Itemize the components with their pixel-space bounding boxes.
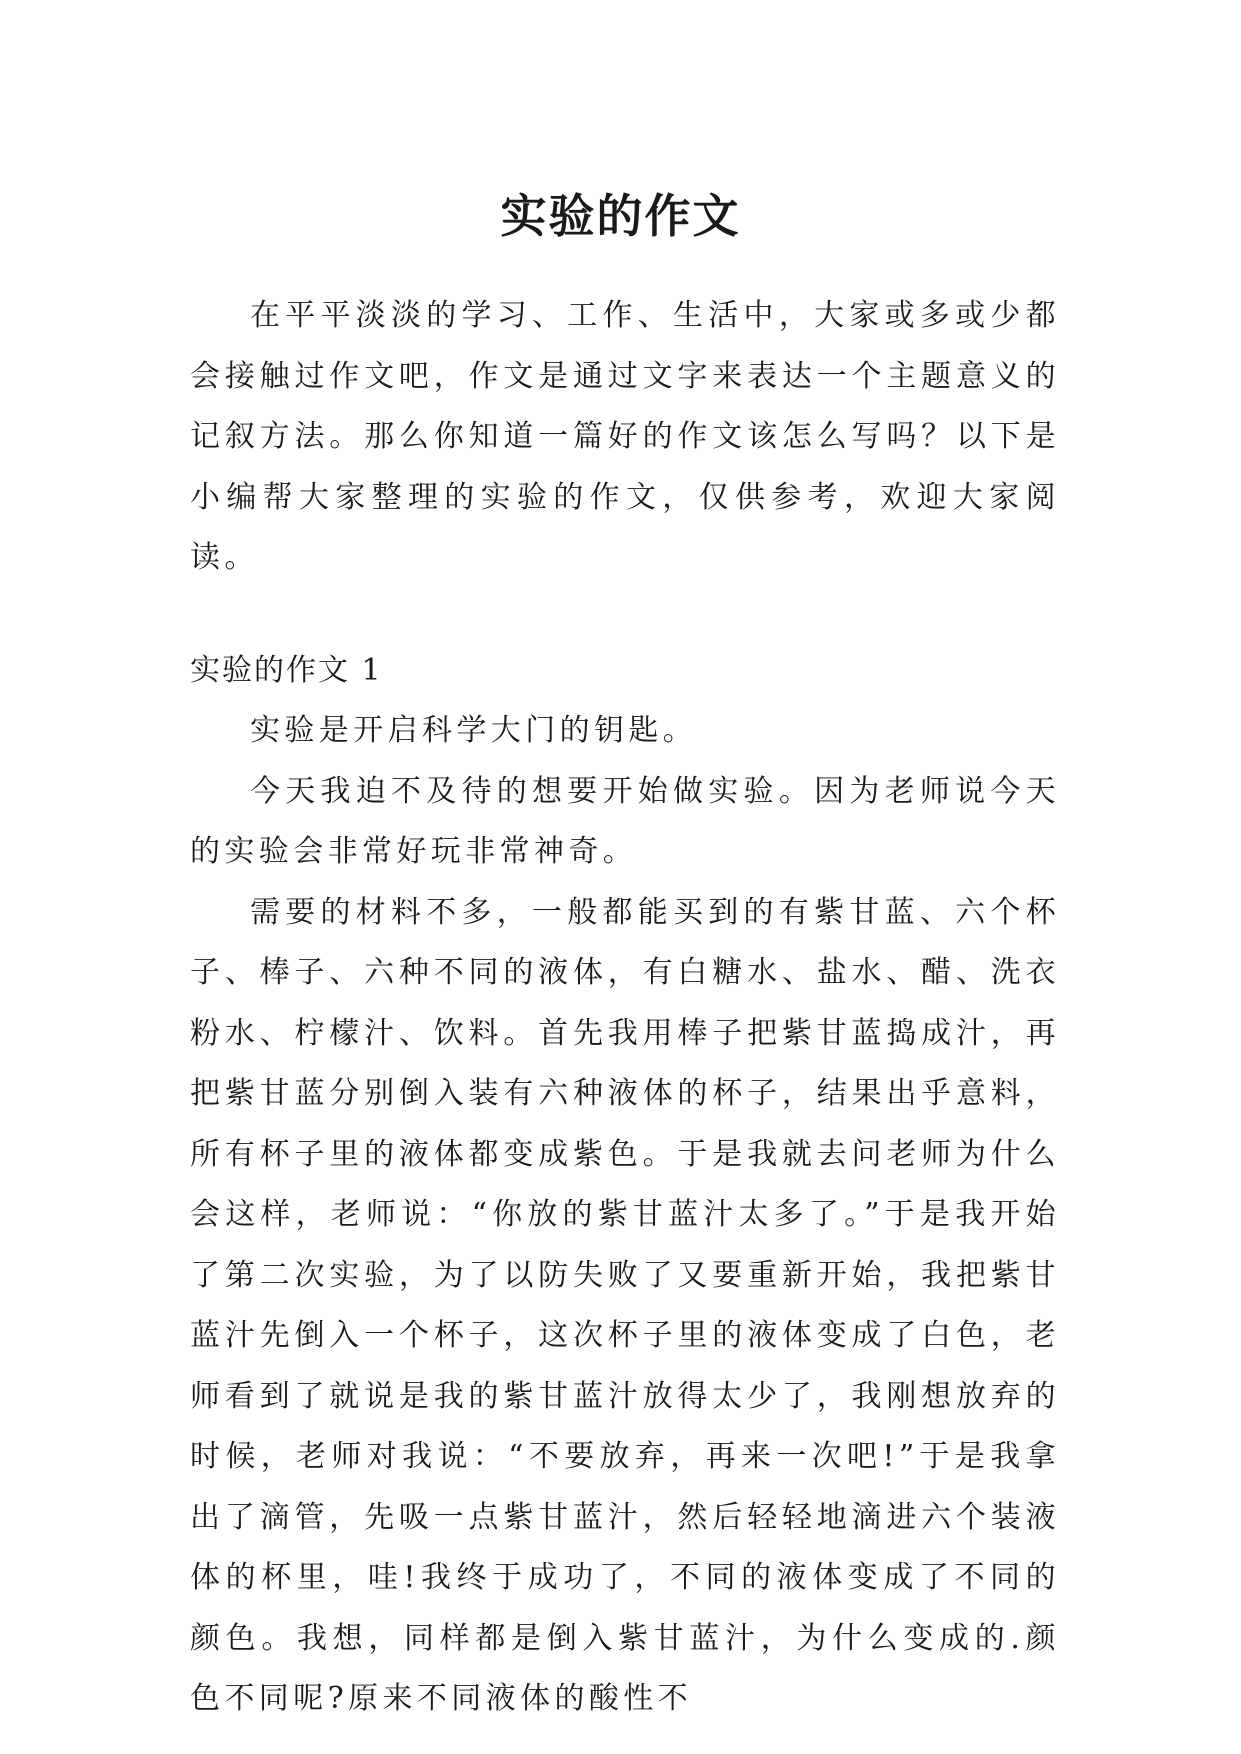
page-title: 实验的作文 [500, 188, 741, 243]
body-paragraph-2: 今天我迫不及待的想要开始做实验。因为老师说今天的实验会非常好玩非常神奇。 [190, 773, 1060, 869]
intro-paragraph: 在平平淡淡的学习、工作、生活中，大家或多或少都会接触过作文吧，作文是通过文字来表达一个主题意义的记叙方法。那么你知道一篇好的作文该怎么写吗？以下是小编帮大家整理的实验的作文，仅供参考，欢迎大家阅读。 [190, 298, 1060, 575]
body-paragraph-1: 实验是开启科学大门的钥匙。 [250, 713, 698, 748]
body-paragraph-3: 需要的材料不多，一般都能买到的有紫甘蓝、六个杯子、棒子、六种不同的液体，有白糖水、盐水、醋、洗衣粉水、柠檬汁、饮料。首先我用棒子把紫甘蓝捣成汁，再把紫甘蓝分别倒入装有六种液体的杯子，结果出乎意料，所有杯子里的液体都变成紫色。于是我就去问老师为什么会这样，老师说：“你放的紫甘蓝汁太多了。”于是我开始了第二次实验，为了以防失败了又要重新开始，我把紫甘蓝汁先倒入一个杯子，这次杯子里的液体变成了白色，老师看到了就说是我的紫甘蓝汁放得太少了，我刚想放弃的时候，老师对我说：“不要放弃，再来一次吧!”于是我拿出了滴管，先吸一点紫甘蓝汁，然后轻轻地滴进六个装液体的杯里，哇!我终于成功了，不同的液体变成了不同的颜色。我想，同样都是倒入紫甘蓝汁，为什么变成的.颜色不同呢?原来不同液体的酸性不 [190, 894, 1060, 1716]
document-body [190, 286, 1060, 1730]
section-heading: 实验的作文 1 [190, 652, 383, 688]
